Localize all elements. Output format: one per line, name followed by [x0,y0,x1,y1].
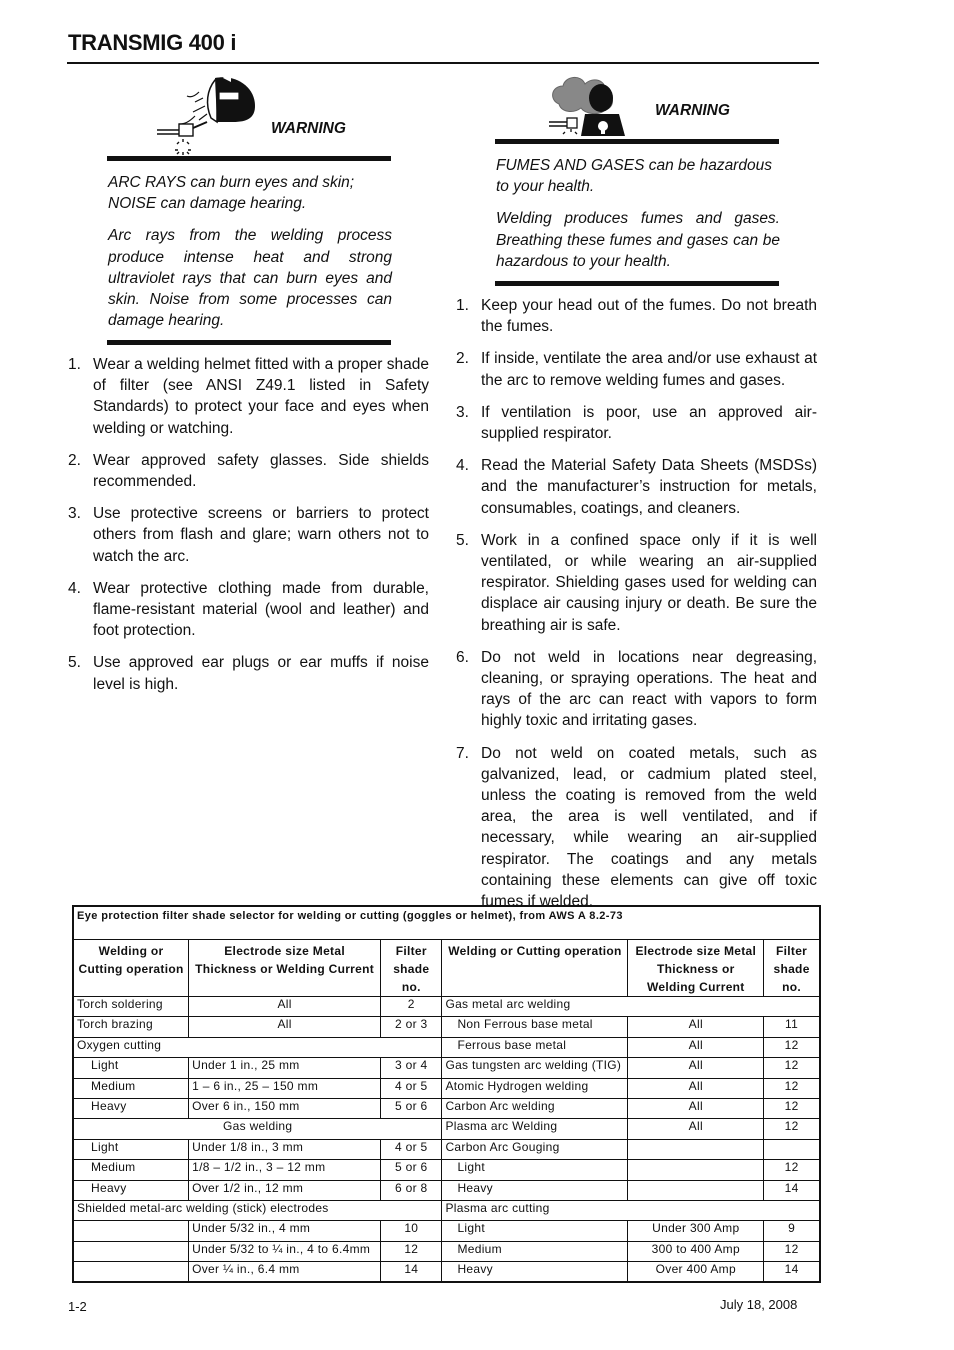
column-header: Welding or Cutting operation [74,940,189,997]
table-cell: Medium [442,1241,628,1261]
list-item: 6. Do not weld in locations near degreasing, cleaning, or spraying operations. The heat and rays of the arc can react with vapors to form highly toxic and irritating gases. [456,648,817,730]
table-cell: 2 or 3 [381,1017,442,1037]
table-cell: Heavy [74,1098,189,1118]
table-cell: Gas metal arc welding [442,997,819,1017]
table-cell: 14 [764,1262,819,1282]
table-row [74,1037,819,1057]
table-cell: All [628,1037,764,1057]
table-cell: Carbon Arc Gouging [442,1139,628,1159]
table-cell: Shielded metal-arc welding (stick) electrodes [74,1200,442,1220]
table-row [74,1058,819,1078]
table-cell: All [628,1098,764,1118]
table-cell: 4 or 5 [381,1139,442,1159]
left-warning-bottom-bar [107,340,391,345]
column-header: Electrode size Metal Thickness or Welding Current [628,940,764,997]
table-cell: 1 – 6 in., 25 – 150 mm [189,1078,381,1098]
table-row [74,1262,819,1282]
table-cell: All [189,997,381,1017]
list-item: 3. Use protective screens or barriers to protect others from flash and glare; warn others not to watch the arc. [68,505,429,565]
table-cell: Over ¼ in., 6.4 mm [189,1262,381,1282]
right-warning-text [496,155,780,283]
table-row [74,1200,819,1220]
table-cell: 4 or 5 [381,1078,442,1098]
table-header-row [74,940,819,997]
table-cell: Gas welding [74,1119,442,1139]
table-cell: 12 [764,1078,819,1098]
fumes-head-icon [545,74,629,140]
table-cell: Under 5/32 in., 4 mm [189,1221,381,1241]
right-warning-headline: FUMES AND GASES can be hazardous to your health. [496,157,772,196]
table-cell: Over 1/2 in., 12 mm [189,1180,381,1200]
table-cell [628,1180,764,1200]
page-number: 1-2 [68,1299,87,1314]
table-cell: Plasma arc Welding [442,1119,628,1139]
table-cell: 11 [764,1017,819,1037]
table-cell: Under 5/32 to ¼ in., 4 to 6.4mm [189,1241,381,1261]
table-cell: 9 [764,1221,819,1241]
table-cell: Torch brazing [74,1017,189,1037]
column-header: Welding or Cutting operation [442,940,628,997]
table-cell: Gas tungsten arc welding (TIG) [442,1058,628,1078]
left-warning-top-bar [107,156,391,161]
table-cell [764,1139,819,1159]
table-cell: Medium [74,1160,189,1180]
table-cell: Medium [74,1078,189,1098]
table-cell: 6 or 8 [381,1180,442,1200]
table-cell: Heavy [442,1262,628,1282]
table-cell: All [628,1017,764,1037]
table-row [74,1241,819,1261]
column-header: Electrode size Metal Thickness or Welding Current [189,940,381,997]
welding-helmet-arc-icon [155,72,265,158]
table-cell [628,1160,764,1180]
table-row [74,997,819,1017]
left-warning-label: WARNING [271,120,346,137]
title-rule [67,62,819,64]
right-safety-list [456,295,817,923]
list-item: 1. Wear a welding helmet fitted with a proper shade of filter (see ANSI Z49.1 listed in Safety Standards) to protect your face and eyes when welding or watching. [68,356,429,437]
table-cell: Over 400 Amp [628,1262,764,1282]
table-cell: 5 or 6 [381,1160,442,1180]
table-cell: Light [74,1058,189,1078]
table-cell: 5 or 6 [381,1098,442,1118]
table-cell: Light [442,1221,628,1241]
table-cell: Atomic Hydrogen welding [442,1078,628,1098]
list-item: 5. Work in a confined space only if it is well ventilated, or while wearing an air-supplied respirator. Shielding gases used for welding can displace air causing injury or death. Be sure the breathing air is safe. [456,531,817,634]
table-cell: 300 to 400 Amp [628,1241,764,1261]
table-cell: 12 [764,1241,819,1261]
table-cell: Under 1 in., 25 mm [189,1058,381,1078]
table-cell: 12 [764,1037,819,1057]
table-cell: 2 [381,997,442,1017]
list-item: 2. If inside, ventilate the area and/or use exhaust at the arc to remove welding fumes and gases. [456,350,817,389]
shade-table-grid [74,940,819,1281]
table-cell: Light [442,1160,628,1180]
right-warning-top-bar [495,139,779,144]
table-row [74,1017,819,1037]
table-cell: All [628,1058,764,1078]
left-warning-body: Arc rays from the welding process produce intense heat and strong ultraviolet rays that can burn eyes and skin. Noise from some processes can damage hearing. [108,227,392,330]
table-cell: Plasma arc cutting [442,1200,819,1220]
table-cell: 14 [381,1262,442,1282]
table-cell: Over 6 in., 150 mm [189,1098,381,1118]
table-cell [74,1262,189,1282]
table-cell: 14 [764,1180,819,1200]
table-cell: Carbon Arc welding [442,1098,628,1118]
table-cell: Oxygen cutting [74,1037,442,1057]
list-item: 3. If ventilation is poor, use an approved air-supplied respirator. [456,403,817,443]
footer-date: July 18, 2008 [720,1297,798,1312]
table-cell: 3 or 4 [381,1058,442,1078]
table-cell [628,1139,764,1159]
table-cell [74,1221,189,1241]
list-item: 7. Do not weld on coated metals, such as galvanized, lead, or cadmium plated steel, unless the coating is removed from the weld area, the area is well ventilated, and if necessary, while wearing an air-supplied respirator. The coatings and any metals containing these elements can give off toxic fumes if welded. [456,744,817,911]
table-cell: Under 1/8 in., 3 mm [189,1139,381,1159]
table-cell: All [628,1078,764,1098]
left-safety-list [68,354,429,706]
column-header: Filter shade no. [381,940,442,997]
table-cell: 12 [764,1160,819,1180]
table-cell: Under 300 Amp [628,1221,764,1241]
page-title: TRANSMIG 400 i [68,30,237,55]
table-row [74,1180,819,1200]
list-item: 1. Keep your head out of the fumes. Do not breath the fumes. [456,297,817,336]
right-warning-bottom-bar [495,281,779,286]
filter-shade-table [72,905,821,1283]
left-warning-text [108,172,392,342]
table-cell: Ferrous base metal [442,1037,628,1057]
column-header: Filter shade no. [764,940,819,997]
list-item: 2. Wear approved safety glasses. Side shields recommended. [68,451,429,491]
table-caption: Eye protection filter shade selector for welding or cutting (goggles or helmet), from AWS A 8.2-73 [74,907,819,940]
table-row [74,1098,819,1118]
left-warning-headline: ARC RAYS can burn eyes and skin; NOISE can damage hearing. [108,174,355,213]
table-cell: Heavy [442,1180,628,1200]
list-item: 4. Wear protective clothing made from durable, flame-resistant material (wool and leather) and foot protection. [68,579,429,640]
table-cell [74,1241,189,1261]
table-row [74,1119,819,1139]
table-cell: 10 [381,1221,442,1241]
table-cell: 12 [764,1058,819,1078]
table-cell: 12 [381,1241,442,1261]
list-item: 4. Read the Material Safety Data Sheets (MSDSs) and the manufacturer’s instruction for metals, consumables, coatings, and cleaners. [456,457,817,517]
table-cell: Torch soldering [74,997,189,1017]
table-cell: 12 [764,1098,819,1118]
right-warning-body: Welding produces fumes and gases. Breathing these fumes and gases can be hazardous to your health. [496,210,780,270]
table-cell: Light [74,1139,189,1159]
table-row [74,1221,819,1241]
table-row [74,1078,819,1098]
right-warning-label: WARNING [655,102,730,119]
table-cell: 1/8 – 1/2 in., 3 – 12 mm [189,1160,381,1180]
table-cell: All [628,1119,764,1139]
table-cell: Non Ferrous base metal [442,1017,628,1037]
table-row [74,1160,819,1180]
table-cell: Heavy [74,1180,189,1200]
list-item: 5. Use approved ear plugs or ear muffs if noise level is high. [68,654,429,693]
table-row [74,1139,819,1159]
table-cell: All [189,1017,381,1037]
table-cell: 12 [764,1119,819,1139]
